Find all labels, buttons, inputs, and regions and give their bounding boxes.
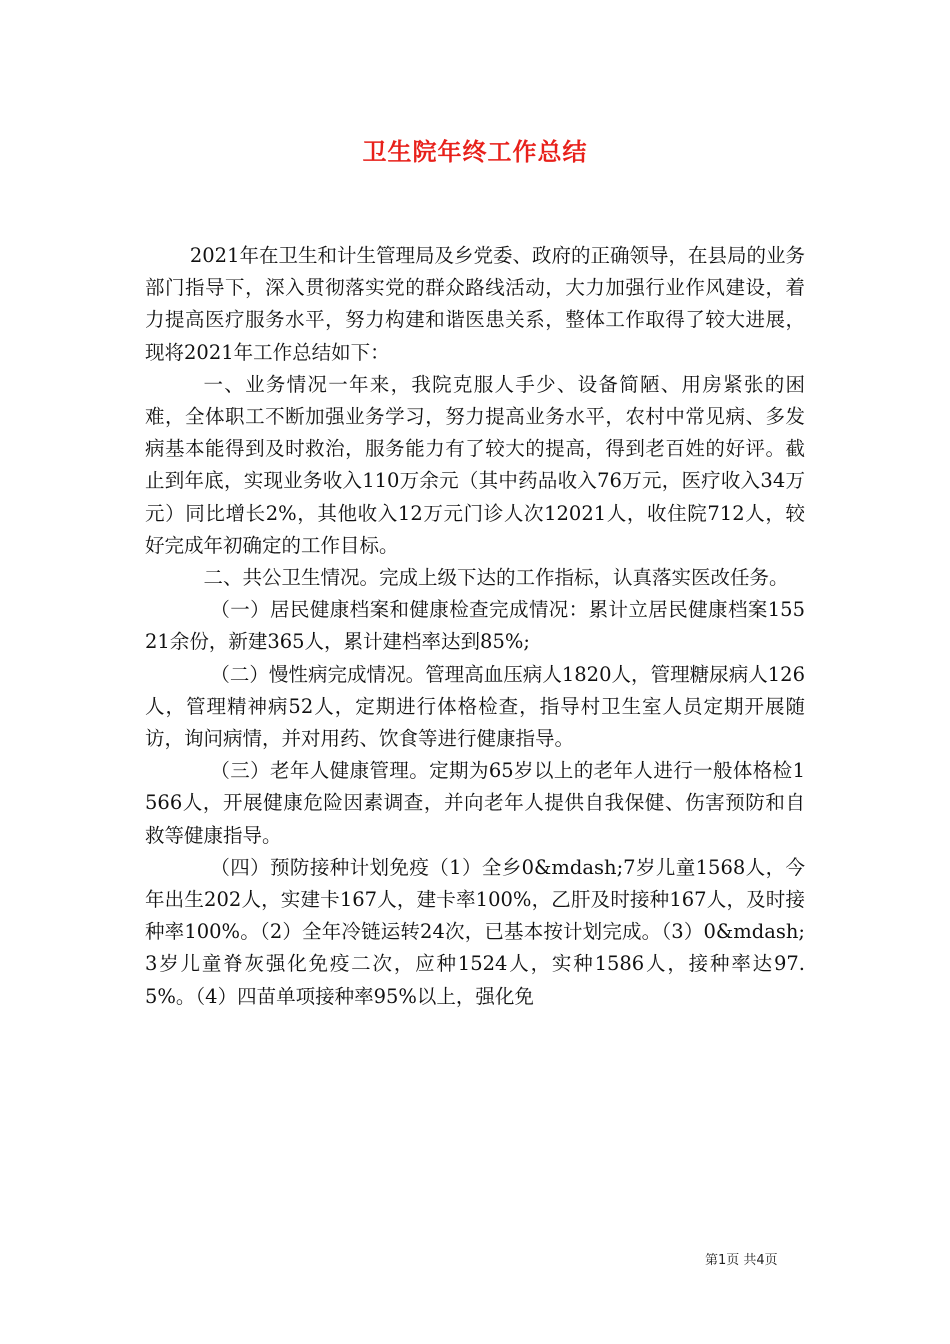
- paragraph-business: 一、业务情况一年来，我院克服人手少、设备简陋、用房紧张的困难，全体职工不断加强业务学习，努力提高业务水平，农村中常见病、多发病基本能得到及时救治，服务能力有了较大的提高，得到老百姓的好评。截止到年底，实现业务收入110万余元（其中药品收入76万元，医疗收入34万元）同比增长2%，其他收入12万元门诊人次12021人，收住院712人，较好完成年初确定的工作目标。: [145, 372, 805, 557]
- page-number: 第1页 共4页: [705, 1253, 778, 1268]
- paragraph-public-health: 二、共公卫生情况。完成上级下达的工作指标，认真落实医改任务。: [203, 566, 789, 590]
- paragraph-health-records: （一）居民健康档案和健康检查完成情况：累计立居民健康档案15521余份，新建365人，累计建档率达到85%;: [145, 598, 805, 654]
- paragraph-elderly-care: （三）老年人健康管理。定期为65岁以上的老年人进行一般体格检1566人，开展健康危险因素调查，并向老年人提供自我保健、伤害预防和自救等健康指导。: [145, 759, 805, 847]
- document-body: [145, 240, 805, 1013]
- paragraph-chronic-disease: （二）慢性病完成情况。管理高血压病人1820人，管理糖尿病人126人，管理精神病52人，定期进行体格检查，指导村卫生室人员定期开展随访，询问病情，并对用药、饮食等进行健康指导。: [145, 662, 805, 751]
- document-title: 卫生院年终工作总结: [362, 137, 588, 166]
- paragraph-intro: 2021年在卫生和计生管理局及乡党委、政府的正确领导，在县局的业务部门指导下，深入贯彻落实党的群众路线活动，大力加强行业作风建设，着力提高医疗服务水平，努力构建和谐医患关系，整体工作取得了较大进展，现将2021年工作总结如下：: [145, 244, 805, 364]
- paragraph-immunization: （四）预防接种计划免疫（1）全乡0&mdash;7岁儿童1568人，今年出生202人，实建卡167人，建卡率100%，乙肝及时接种167人，及时接种率100%。（2）全年冷链运转24次，已基本按计划完成。（3）0&mdash;3岁儿童脊灰强化免疫二次，应种1524人，实种1586人，接种率达97.5%。（4）四苗单项接种率95%以上，强化免: [145, 855, 805, 1008]
